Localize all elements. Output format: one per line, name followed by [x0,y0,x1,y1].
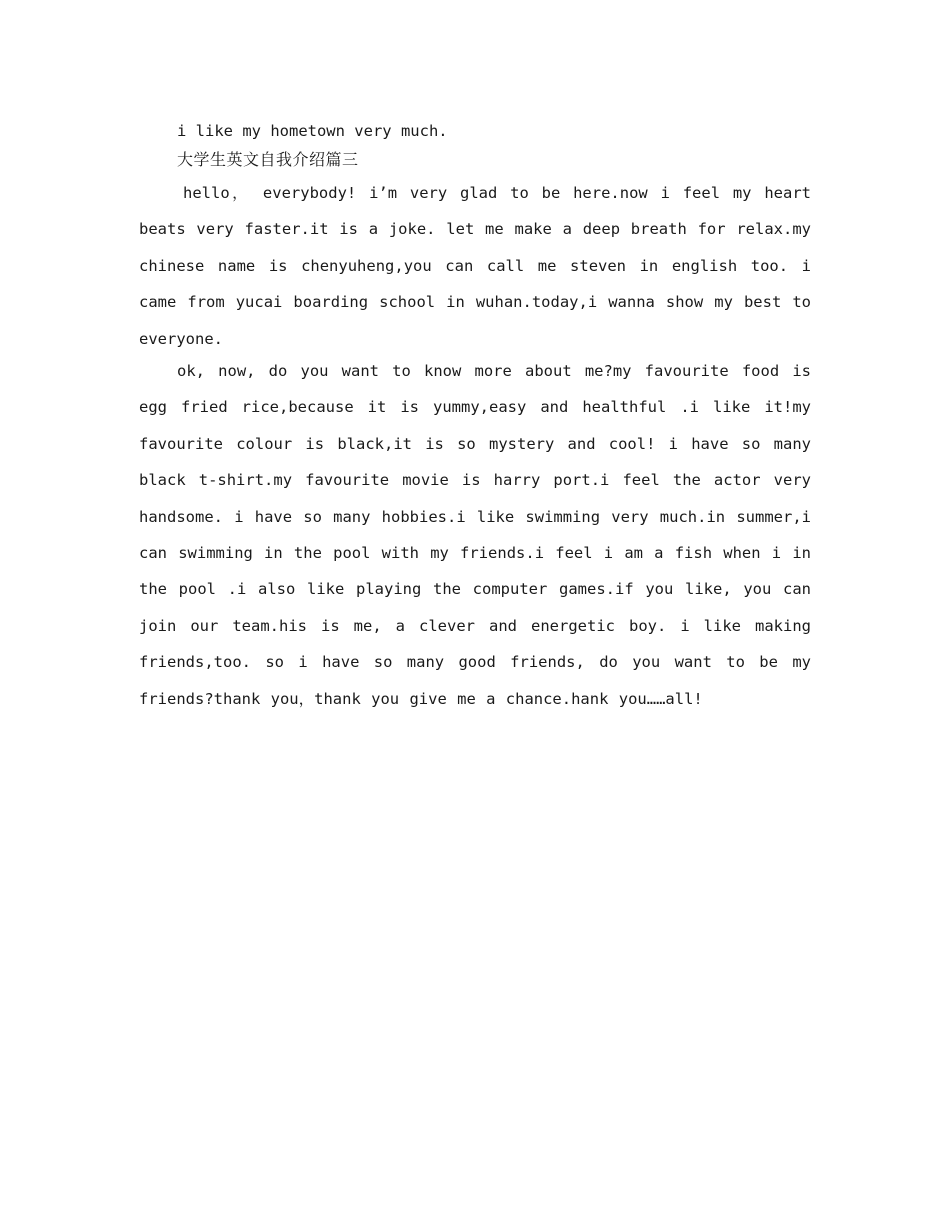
section-heading: 大学生英文自我介绍篇三 [177,150,359,169]
intro-line: i like my hometown very much. [177,122,448,140]
document-body [139,117,811,717]
paragraph-1: hello， everybody! i’m very glad to be here.now i feel my heart beats very faster.it is a joke. let me make a deep breath for relax.my chinese name is chenyuheng,you can call me steven in english too. i came from yucai boarding school in wuhan.today,i wanna show my best to everyone. [139,184,811,348]
paragraph-2: ok, now, do you want to know more about me?my favourite food is egg fried rice,because it is yummy,easy and healthful .i like it!my favourite colour is black,it is so mystery and cool! i have so many black t-shirt.my favourite movie is harry port.i feel the actor very handsome. i have so many hobbies.i like swimming very much.in summer,i can swimming in the pool with my friends.i feel i am a fish when i in the pool .i also like playing the computer games.if you like, you can join our team.his is me, a clever and energetic boy. i like making friends,too. so i have so many good friends, do you want to be my friends?thank you，thank you give me a chance.hank you……all! [139,362,811,708]
